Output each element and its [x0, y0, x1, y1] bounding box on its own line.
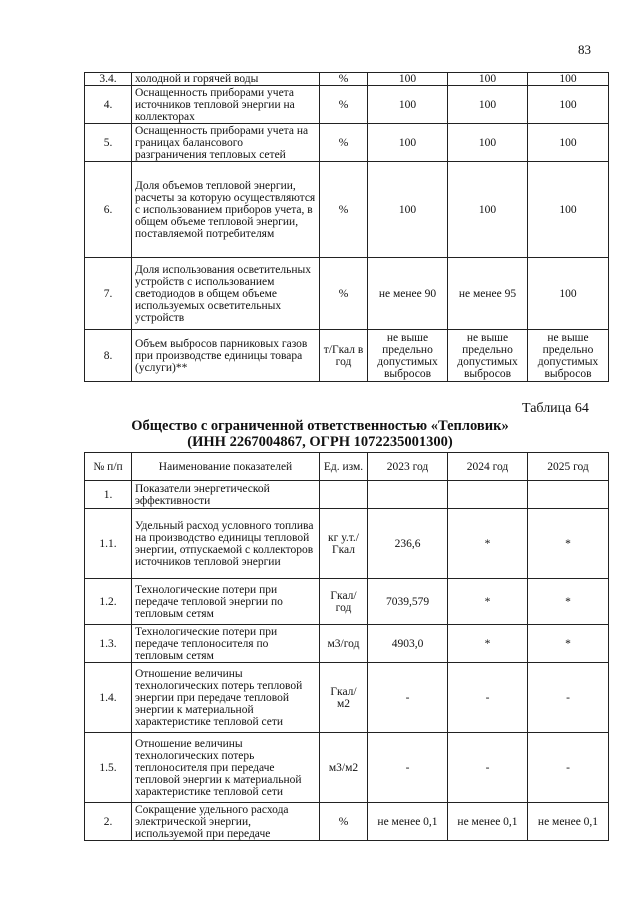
table-row: [85, 663, 609, 733]
unit-cell: %: [320, 86, 368, 124]
indicator-name-cell: холодной и горячей воды: [132, 73, 320, 86]
value-2023-cell: -: [368, 733, 448, 803]
energy-efficiency-table: [84, 452, 609, 841]
indicator-name-cell: Показатели энергетической эффективности: [132, 481, 320, 509]
value-2025-cell: 100: [528, 73, 609, 86]
indicator-name-cell: Технологические потери при передаче теплоносителя по тепловым сетям: [132, 625, 320, 663]
table-row: [85, 803, 609, 841]
unit-cell: т/Гкал в год: [320, 330, 368, 382]
row-number-cell: 6.: [85, 162, 132, 258]
column-header: Ед. изм.: [320, 453, 368, 481]
row-number-cell: 2.: [85, 803, 132, 841]
unit-cell: %: [320, 258, 368, 330]
value-2024-cell: не менее 95: [448, 258, 528, 330]
table-row: [85, 579, 609, 625]
table-row: [85, 162, 609, 258]
value-2025-cell: [528, 481, 609, 509]
value-2025-cell: *: [528, 625, 609, 663]
row-number-cell: 4.: [85, 86, 132, 124]
column-header: Наименование показателей: [132, 453, 320, 481]
value-2025-cell: -: [528, 663, 609, 733]
unit-cell: Гкал/ м2: [320, 663, 368, 733]
unit-cell: %: [320, 803, 368, 841]
row-number-cell: 3.4.: [85, 73, 132, 86]
value-2024-cell: -: [448, 733, 528, 803]
value-2023-cell: 4903,0: [368, 625, 448, 663]
row-number-cell: 5.: [85, 124, 132, 162]
column-header: 2023 год: [368, 453, 448, 481]
value-2024-cell: не выше предельно допустимых выбросов: [448, 330, 528, 382]
column-header: 2024 год: [448, 453, 528, 481]
row-number-cell: 1.4.: [85, 663, 132, 733]
indicator-name-cell: Доля использования осветительных устройств с использованием светодиодов в общем объеме используемых осветительных устройств: [132, 258, 320, 330]
table-row: [85, 86, 609, 124]
indicator-name-cell: Сокращение удельного расхода электрической энергии, используемой при передаче: [132, 803, 320, 841]
value-2023-cell: 100: [368, 86, 448, 124]
value-2024-cell: 100: [448, 162, 528, 258]
indicator-name-cell: Отношение величины технологических потерь теплоносителя при передаче тепловой энергии к материальной характеристике тепловой сети: [132, 733, 320, 803]
indicator-name-cell: Технологические потери при передаче тепловой энергии по тепловым сетям: [132, 579, 320, 625]
value-2023-cell: не менее 0,1: [368, 803, 448, 841]
unit-cell: %: [320, 73, 368, 86]
value-2024-cell: *: [448, 509, 528, 579]
unit-cell: [320, 481, 368, 509]
value-2023-cell: не менее 90: [368, 258, 448, 330]
row-number-cell: 8.: [85, 330, 132, 382]
organization-title: Общество с ограниченной ответственностью «Тепловик»: [131, 418, 509, 434]
value-2024-cell: 100: [448, 86, 528, 124]
table-row: [85, 330, 609, 382]
value-2023-cell: не выше предельно допустимых выбросов: [368, 330, 448, 382]
value-2024-cell: *: [448, 625, 528, 663]
value-2023-cell: 100: [368, 73, 448, 86]
table-row: [85, 625, 609, 663]
value-2024-cell: -: [448, 663, 528, 733]
table-row: [85, 124, 609, 162]
table-row: [85, 73, 609, 86]
value-2025-cell: не выше предельно допустимых выбросов: [528, 330, 609, 382]
table-row: [85, 733, 609, 803]
value-2025-cell: 100: [528, 86, 609, 124]
value-2023-cell: [368, 481, 448, 509]
column-header: 2025 год: [528, 453, 609, 481]
value-2024-cell: [448, 481, 528, 509]
value-2023-cell: 236,6: [368, 509, 448, 579]
table-row: [85, 509, 609, 579]
indicator-name-cell: Оснащенность приборами учета на границах балансового разграничения тепловых сетей: [132, 124, 320, 162]
row-number-cell: 1.5.: [85, 733, 132, 803]
unit-cell: Гкал/ год: [320, 579, 368, 625]
value-2024-cell: *: [448, 579, 528, 625]
table-row: [85, 481, 609, 509]
unit-cell: м3/год: [320, 625, 368, 663]
table-caption: Таблица 64: [522, 401, 589, 416]
row-number-cell: 1.3.: [85, 625, 132, 663]
unit-cell: кг у.т./ Гкал: [320, 509, 368, 579]
indicator-name-cell: Объем выбросов парниковых газов при производстве единицы товара (услуги)**: [132, 330, 320, 382]
value-2025-cell: 100: [528, 258, 609, 330]
indicator-name-cell: Оснащенность приборами учета источников тепловой энергии на коллекторах: [132, 86, 320, 124]
value-2024-cell: 100: [448, 73, 528, 86]
organization-identifiers: (ИНН 2267004867, ОГРН 1072235001300): [187, 434, 453, 450]
unit-cell: %: [320, 124, 368, 162]
value-2025-cell: 100: [528, 162, 609, 258]
page-number: 83: [578, 42, 591, 57]
value-2025-cell: *: [528, 579, 609, 625]
indicator-name-cell: Удельный расход условного топлива на производство единицы тепловой энергии, отпускаемой с коллекторов источников тепловой энергии: [132, 509, 320, 579]
row-number-cell: 1.2.: [85, 579, 132, 625]
indicator-name-cell: Отношение величины технологических потерь тепловой энергии при передаче тепловой энергии к материальной характеристике тепловой сети: [132, 663, 320, 733]
indicators-table-continued: [84, 72, 609, 382]
row-number-cell: 7.: [85, 258, 132, 330]
value-2023-cell: 7039,579: [368, 579, 448, 625]
header-row: [85, 453, 609, 481]
value-2025-cell: 100: [528, 124, 609, 162]
value-2025-cell: *: [528, 509, 609, 579]
value-2024-cell: 100: [448, 124, 528, 162]
row-number-cell: 1.: [85, 481, 132, 509]
indicator-name-cell: Доля объемов тепловой энергии, расчеты за которую осуществляются с использованием приборов учета, в общем объеме тепловой энергии, поставляемой потребителям: [132, 162, 320, 258]
value-2023-cell: 100: [368, 124, 448, 162]
unit-cell: м3/м2: [320, 733, 368, 803]
value-2023-cell: 100: [368, 162, 448, 258]
value-2024-cell: не менее 0,1: [448, 803, 528, 841]
value-2025-cell: не менее 0,1: [528, 803, 609, 841]
table-row: [85, 258, 609, 330]
unit-cell: %: [320, 162, 368, 258]
value-2025-cell: -: [528, 733, 609, 803]
column-header: № п/п: [85, 453, 132, 481]
value-2023-cell: -: [368, 663, 448, 733]
row-number-cell: 1.1.: [85, 509, 132, 579]
